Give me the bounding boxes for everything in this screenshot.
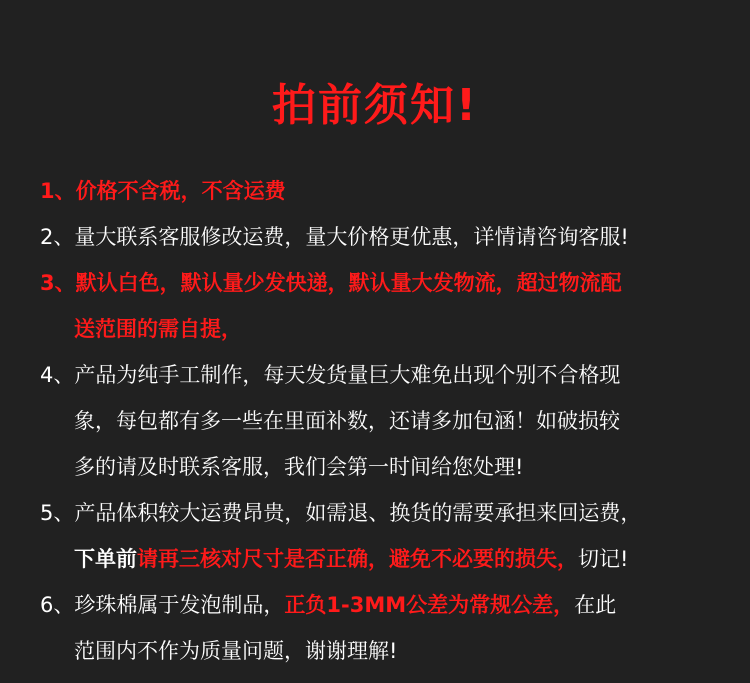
- note-6-tolerance: 正负1-3MM公差为常规公差，: [284, 593, 575, 617]
- note-5-warning: 请再三核对尺寸是否正确，: [137, 547, 389, 571]
- note-6-suffix: 在此: [574, 593, 617, 617]
- note-1: 1、价格不含税，不含运费: [40, 179, 286, 203]
- note-5-prefix: 下单前: [74, 547, 137, 571]
- note-6-prefix: 6、珍珠棉属于发泡制品，: [40, 593, 285, 617]
- note-4-line-3: 多的请及时联系客服，我们会第一时间给您处理!: [74, 455, 524, 479]
- note-2: 2、量大联系客服修改运费，量大价格更优惠，详情请咨询客服!: [40, 225, 629, 249]
- note-5-avoid-loss: 避免不必要的损失，: [389, 547, 578, 571]
- note-5-line-1: 5、产品体积较大运费昂贵，如需退、换货的需要承担来回运费，: [40, 501, 642, 525]
- page-title: 拍前须知!: [271, 80, 479, 131]
- note-6-line-1: [40, 582, 730, 628]
- note-5-suffix: 切记!: [578, 547, 629, 571]
- note-3-line-2: 送范围的需自提，: [74, 317, 242, 341]
- note-4-line-1: 4、产品为纯手工制作，每天发货量巨大难免出现个别不合格现: [40, 363, 621, 387]
- notice-list: [40, 168, 730, 674]
- note-5-line-2: [40, 536, 730, 582]
- note-3-line-1: 3、默认白色，默认量少发快递，默认量大发物流，超过物流配: [40, 271, 622, 295]
- note-4-line-2: 象，每包都有多一些在里面补数，还请多加包涵！如破损较: [74, 409, 620, 433]
- note-6-line-2: 范围内不作为质量问题，谢谢理解!: [74, 639, 398, 663]
